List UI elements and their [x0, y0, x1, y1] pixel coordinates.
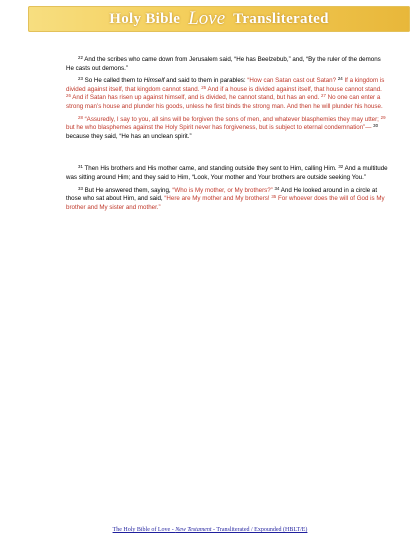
- header-banner: [28, 6, 410, 32]
- paragraph-v23-27: [66, 77, 388, 111]
- paragraph-spacer: [66, 145, 388, 165]
- verse-number: 27: [321, 93, 326, 99]
- verse-text: So He called them to: [84, 77, 144, 85]
- verse-number: 22: [78, 55, 83, 60]
- paragraph-v31-32: [66, 165, 388, 182]
- red-letter-text: but he who blasphemes against the Holy Spirit never has forgiveness, but is subject to eternal condemnation”—: [66, 124, 372, 132]
- verse-number: 32: [338, 164, 344, 170]
- verse-number: 26: [66, 93, 71, 99]
- verse-number: 35: [271, 194, 277, 200]
- verse-number: 25: [201, 84, 207, 90]
- paragraph-v22: [66, 56, 388, 73]
- red-letter-text: No one can enter a strong man’s house and plunder his goods, unless he first binds the strong man. And then he will plunder his house.: [66, 94, 383, 110]
- paragraph-v28-30: [66, 116, 388, 142]
- verse-number: 31: [78, 164, 83, 170]
- scripture-text: [66, 56, 388, 216]
- verse-text: And He looked around in a circle at those who sat about Him, and said,: [66, 186, 378, 203]
- banner-title-part1: Holy Bible: [109, 10, 181, 27]
- red-letter-text: For whoever does the will of God is My brother and My sister and mother.”: [66, 195, 385, 211]
- verse-text: And a multitude was sitting around Him; and they said to Him, “Look, Your mother and Your brothers are outside seeking You.”: [66, 165, 388, 181]
- verse-number: 28: [78, 114, 83, 120]
- red-letter-text: And if Satan has risen up against himself, and is divided, he cannot stand, but has an end.: [72, 94, 320, 102]
- footer-text: The Holy Bible of Love -: [112, 527, 176, 533]
- red-letter-text: If a kingdom is divided against itself, that kingdom cannot stand.: [66, 77, 385, 93]
- footer-text-italic: New Testament: [175, 527, 212, 533]
- verse-number: 34: [274, 185, 280, 191]
- verse-text-italic: Himself: [143, 77, 165, 85]
- verse-number: 33: [78, 185, 83, 191]
- verse-number: 24: [337, 76, 343, 82]
- verse-text: and said to them in parables:: [164, 77, 248, 85]
- verse-text: because they said, “He has an unclean spirit.”: [66, 132, 192, 140]
- paragraph-v33-35: [66, 187, 388, 213]
- verse-text: And the scribes who came down from Jerusalem said, “He has Beelzebub,” and, “By the ruler of the demons He casts out demons.”: [66, 56, 381, 72]
- red-letter-text: “Who is My mother, or My brothers?”: [172, 186, 273, 194]
- red-letter-text: “How can Satan cast out Satan?: [247, 77, 337, 85]
- banner-title-part2: Transliterated: [233, 10, 329, 27]
- verse-text: But He answered them, saying,: [84, 186, 173, 194]
- banner-title-love: Love: [188, 8, 226, 29]
- verse-number: 30: [373, 123, 379, 129]
- red-letter-text: “Assuredly, I say to you, all sins will be forgiven the sons of men, and whatever blasphemies they may utter;: [84, 115, 379, 123]
- red-letter-text: And if a house is divided against itself, that house cannot stand.: [207, 85, 382, 93]
- footer-link[interactable]: [0, 527, 420, 533]
- verse-text: Then His brothers and His mother came, and standing outside they sent to Him, calling Him.: [84, 165, 337, 173]
- footer-text: - Transliterated / Expounded (HBLT/E): [211, 527, 308, 533]
- verse-number: 23: [78, 76, 83, 82]
- red-letter-text: “Here are My mother and My brothers!: [164, 195, 270, 203]
- verse-number: 29: [380, 114, 386, 120]
